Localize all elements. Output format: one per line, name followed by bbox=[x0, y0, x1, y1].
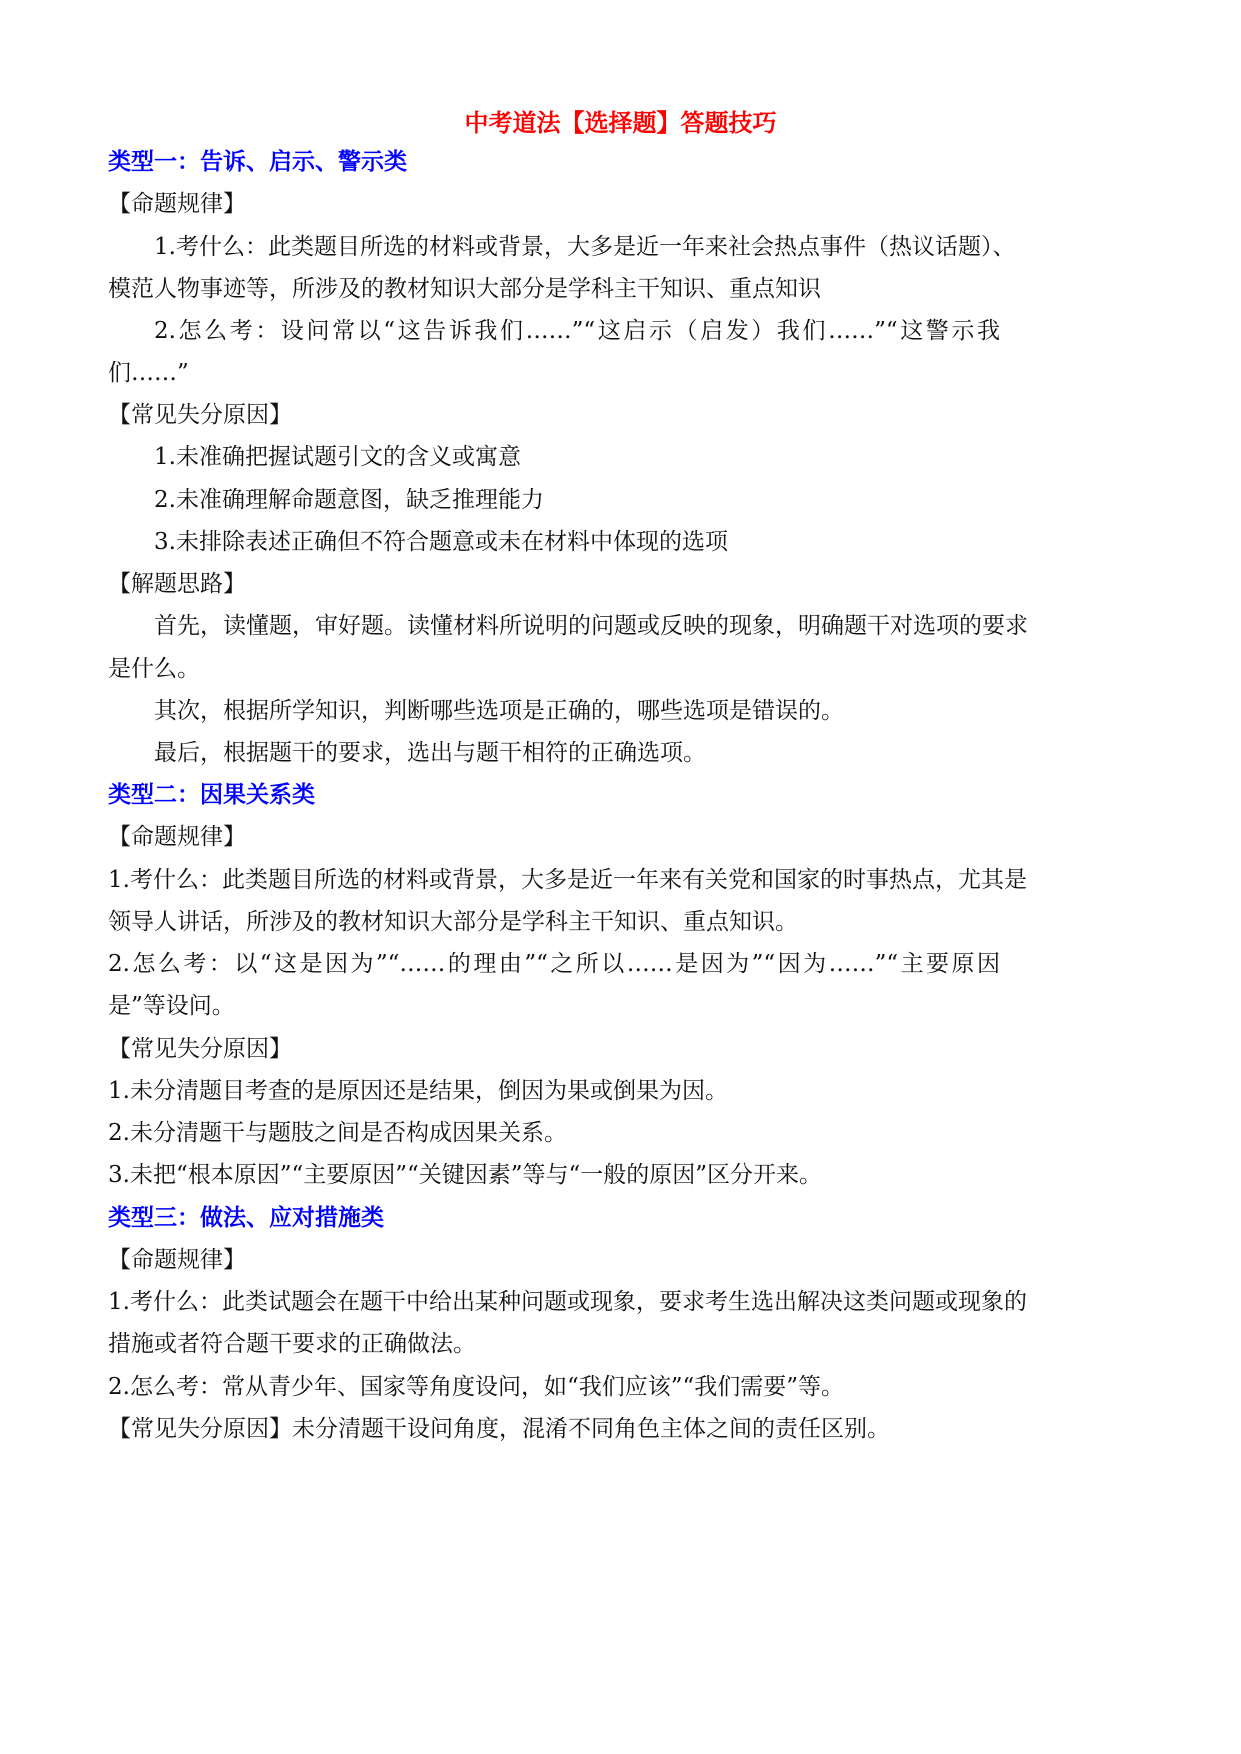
section2-rule1-line1: 1.考什么：此类题目所选的材料或背景，大多是近一年来有关党和国家的时事热点，尤其是 bbox=[108, 867, 1027, 893]
section1-rule1-line2: 模范人物事迹等，所涉及的教材知识大部分是学科主干知识、重点知识 bbox=[108, 276, 821, 302]
section1-loss-label: 【常见失分原因】 bbox=[108, 402, 292, 428]
page-title: 中考道法【选择题】答题技巧 bbox=[464, 109, 777, 137]
section2-rule-label: 【命题规律】 bbox=[108, 824, 246, 850]
section1-rule-label: 【命题规律】 bbox=[108, 191, 246, 217]
section1-loss1: 1.未准确把握试题引文的含义或寓意 bbox=[154, 444, 521, 470]
section3-rule1-line1: 1.考什么：此类试题会在题干中给出某种问题或现象，要求考生选出解决这类问题或现象的 bbox=[108, 1289, 1027, 1315]
section3-heading: 类型三：做法、应对措施类 bbox=[108, 1205, 384, 1231]
section3-rule1-line2: 措施或者符合题干要求的正确做法。 bbox=[108, 1331, 476, 1357]
section1-heading: 类型一：告诉、启示、警示类 bbox=[108, 149, 407, 175]
section1-rule2-line1: 2.怎么考：设问常以“这告诉我们……”“这启示（启发）我们……”“这警示我 bbox=[154, 318, 1000, 344]
section1-solve2: 其次，根据所学知识，判断哪些选项是正确的，哪些选项是错误的。 bbox=[154, 698, 844, 724]
section1-solve3: 最后，根据题干的要求，选出与题干相符的正确选项。 bbox=[154, 740, 706, 766]
section1-loss3: 3.未排除表述正确但不符合题意或未在材料中体现的选项 bbox=[154, 529, 728, 555]
section2-heading: 类型二：因果关系类 bbox=[108, 782, 315, 808]
section1-solve1-line2: 是什么。 bbox=[108, 656, 200, 682]
section3-rule2: 2.怎么考：常从青少年、国家等角度设问，如“我们应该”“我们需要”等。 bbox=[108, 1374, 844, 1400]
section2-loss-label: 【常见失分原因】 bbox=[108, 1036, 292, 1062]
section1-solve1-line1: 首先，读懂题，审好题。读懂材料所说明的问题或反映的现象，明确题干对选项的要求 bbox=[154, 613, 1028, 639]
section1-rule2-line2: 们……” bbox=[108, 360, 189, 386]
section3-rule-label: 【命题规律】 bbox=[108, 1247, 246, 1273]
section2-rule2-line1: 2.怎么考：以“这是因为”“……的理由”“之所以……是因为”“因为……”“主要原因 bbox=[108, 951, 1000, 977]
section3-loss: 【常见失分原因】未分清题干设问角度，混淆不同角色主体之间的责任区别。 bbox=[108, 1416, 890, 1442]
section2-rule2-line2: 是”等设问。 bbox=[108, 993, 235, 1019]
section2-loss3: 3.未把“根本原因”“主要原因”“关键因素”等与“一般的原因”区分开来。 bbox=[108, 1162, 823, 1188]
section1-loss2: 2.未准确理解命题意图，缺乏推理能力 bbox=[154, 487, 544, 513]
section2-loss1: 1.未分清题目考查的是原因还是结果，倒因为果或倒果为因。 bbox=[108, 1078, 728, 1104]
section2-rule1-line2: 领导人讲话，所涉及的教材知识大部分是学科主干知识、重点知识。 bbox=[108, 909, 798, 935]
section1-rule1-line1: 1.考什么：此类题目所选的材料或背景，大多是近一年来社会热点事件（热议话题）、 bbox=[154, 234, 1016, 260]
section2-loss2: 2.未分清题干与题肢之间是否构成因果关系。 bbox=[108, 1120, 567, 1146]
section1-solve-label: 【解题思路】 bbox=[108, 571, 246, 597]
